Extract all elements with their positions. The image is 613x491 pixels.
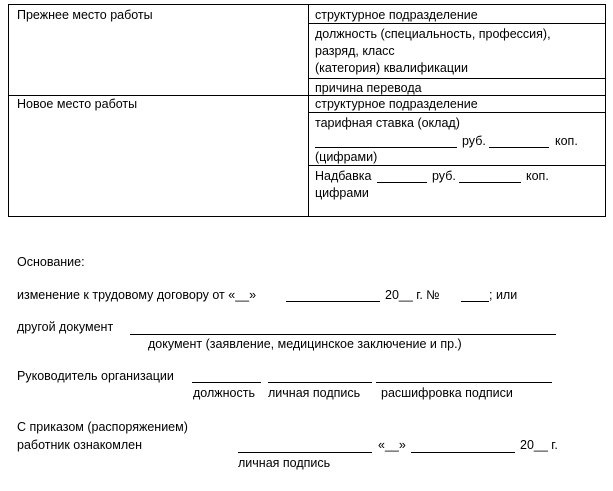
head-label: Руководитель организации xyxy=(17,369,174,383)
transfer-reason: причина перевода xyxy=(315,81,422,95)
acquaint-year: 20__ г. xyxy=(520,438,558,452)
tariff-kop-label: коп. xyxy=(555,134,578,148)
bonus-kop-line xyxy=(459,182,521,183)
head-signature-caption: личная подпись xyxy=(268,386,361,400)
new-job-label: Новое место работы xyxy=(17,97,138,111)
contract-number-line xyxy=(461,301,489,302)
bonus-rub-line xyxy=(377,182,427,183)
other-document-line xyxy=(130,334,556,335)
previous-job-label: Прежнее место работы xyxy=(17,8,153,22)
cell-divider xyxy=(308,112,605,113)
tariff-rub-line xyxy=(315,147,457,148)
contract-year: 20__ г. № xyxy=(385,288,440,302)
acquaint-date-line xyxy=(411,452,515,453)
acquaint-date: «__» xyxy=(378,438,406,452)
contract-change-suffix: ; или xyxy=(489,288,518,302)
acquaint-signature-caption: личная подпись xyxy=(238,456,331,470)
bonus-kop-label: коп. xyxy=(526,169,549,183)
tariff-rub-label: руб. xyxy=(462,134,486,148)
acquaint-signature-line xyxy=(238,452,372,453)
table-row-divider xyxy=(9,95,605,96)
tariff-rate-label: тарифная ставка (оклад) xyxy=(315,116,460,130)
cell-divider xyxy=(308,23,605,24)
previous-position-line1: должность (специальность, профессия), xyxy=(315,27,551,41)
cell-divider xyxy=(308,78,605,79)
tariff-digits-caption: (цифрами) xyxy=(315,150,378,164)
form-table xyxy=(8,4,606,217)
head-decoding-caption: расшифровка подписи xyxy=(381,386,513,400)
other-document-caption: документ (заявление, медицинское заключение и пр.) xyxy=(148,337,462,351)
head-decoding-line xyxy=(376,382,552,383)
bonus-label: Надбавка xyxy=(315,169,372,183)
acquaint-line2: работник ознакомлен xyxy=(17,438,142,452)
new-department: структурное подразделение xyxy=(315,97,478,111)
previous-department: структурное подразделение xyxy=(315,8,478,22)
contract-change-prefix: изменение к трудовому договору от «__» xyxy=(17,288,257,302)
previous-position-line2: разряд, класс xyxy=(315,44,395,58)
bonus-digits-caption: цифрами xyxy=(315,186,369,200)
cell-divider xyxy=(308,165,605,166)
bonus-rub-label: руб. xyxy=(432,169,456,183)
head-position-caption: должность xyxy=(193,386,255,400)
contract-date-line xyxy=(286,301,380,302)
previous-position-line3: (категория) квалификации xyxy=(315,61,468,75)
basis-label: Основание: xyxy=(17,255,85,269)
other-document-label: другой документ xyxy=(17,320,114,334)
head-position-line xyxy=(192,382,261,383)
head-signature-line xyxy=(268,382,372,383)
acquaint-line1: С приказом (распоряжением) xyxy=(17,420,188,434)
table-column-divider xyxy=(308,5,309,216)
tariff-kop-line xyxy=(489,147,549,148)
